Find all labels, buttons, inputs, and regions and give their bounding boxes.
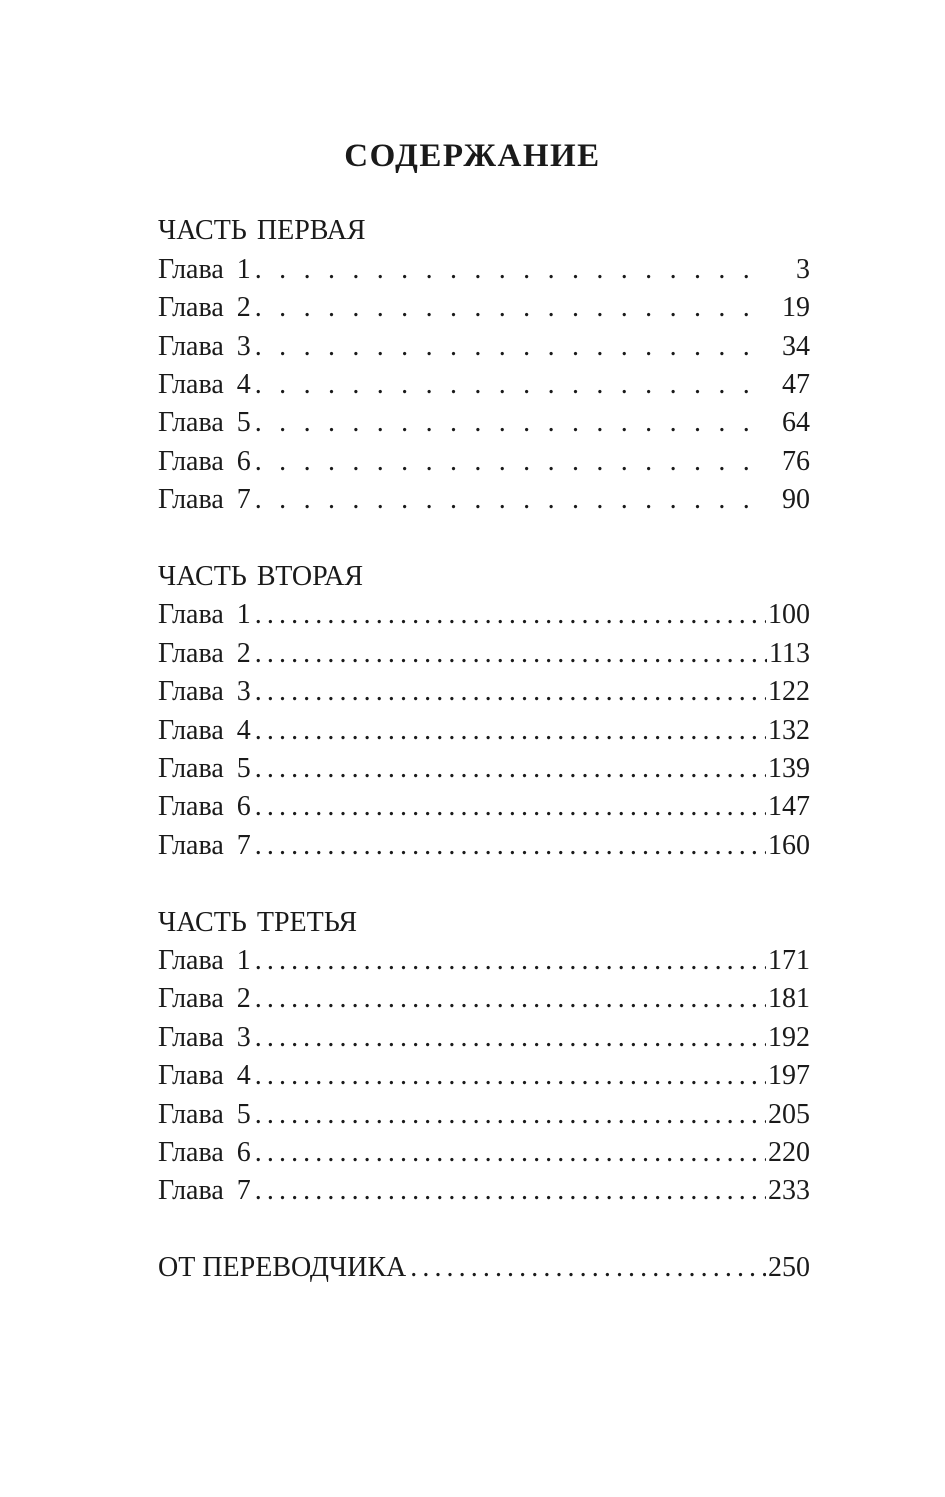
page-number: 132 — [768, 715, 810, 746]
chapter-label: Глава 2 — [158, 638, 251, 669]
toc-entry[interactable] — [158, 637, 810, 671]
toc-entry[interactable] — [158, 790, 810, 824]
toc-entry[interactable] — [158, 1174, 810, 1208]
dot-leader — [255, 944, 766, 978]
page-number: 192 — [768, 1022, 810, 1053]
dot-leader — [255, 1098, 766, 1132]
toc-entry[interactable] — [158, 752, 810, 786]
toc-entry[interactable] — [158, 483, 810, 517]
toc-entry[interactable] — [158, 714, 810, 748]
part-heading-1: ЧАСТЬ ПЕРВАЯ — [158, 215, 366, 246]
page-number: 47 — [782, 369, 810, 400]
page-number: 3 — [796, 254, 810, 285]
chapter-label: Глава 7 — [158, 484, 251, 515]
dot-leader — [255, 829, 766, 863]
part-heading-3: ЧАСТЬ ТРЕТЬЯ — [158, 907, 358, 938]
chapter-label: Глава 1 — [158, 945, 251, 976]
afterword-label: ОТ ПЕРЕВОДЧИКА — [158, 1252, 407, 1283]
chapter-label: Глава 6 — [158, 1137, 251, 1168]
page-number: 250 — [768, 1252, 810, 1283]
page-number: 197 — [768, 1060, 810, 1091]
toc-entry[interactable] — [158, 829, 810, 863]
dot-leader — [410, 1251, 766, 1285]
dot-leader — [255, 368, 764, 402]
dot-leader — [255, 253, 764, 287]
page-number: 64 — [782, 407, 810, 438]
page-number: 90 — [782, 484, 810, 515]
toc-entry[interactable] — [158, 445, 810, 479]
chapter-label: Глава 4 — [158, 715, 251, 746]
chapter-label: Глава 5 — [158, 407, 251, 438]
dot-leader — [255, 445, 764, 479]
chapter-label: Глава 2 — [158, 292, 251, 323]
dot-leader — [255, 1136, 766, 1170]
dot-leader — [255, 330, 764, 364]
toc-entry[interactable] — [158, 253, 810, 287]
page-number: 181 — [768, 983, 810, 1014]
toc-entry[interactable] — [158, 406, 810, 440]
page-title: СОДЕРЖАНИЕ — [344, 138, 601, 174]
chapter-label: Глава 4 — [158, 369, 251, 400]
chapter-label: Глава 7 — [158, 830, 251, 861]
page-number: 220 — [768, 1137, 810, 1168]
toc-entry[interactable] — [158, 291, 810, 325]
page-number: 19 — [782, 292, 810, 323]
chapter-label: Глава 3 — [158, 676, 251, 707]
toc-entry[interactable] — [158, 944, 810, 978]
toc-entry[interactable] — [158, 598, 810, 632]
chapter-label: Глава 1 — [158, 254, 251, 285]
page-number: 34 — [782, 331, 810, 362]
dot-leader — [255, 637, 767, 671]
page-number: 76 — [782, 446, 810, 477]
page-number: 233 — [768, 1175, 810, 1206]
toc-entry[interactable] — [158, 1098, 810, 1132]
toc-entry[interactable] — [158, 330, 810, 364]
toc-entry[interactable] — [158, 1059, 810, 1093]
page-number: 113 — [769, 638, 810, 669]
chapter-label: Глава 5 — [158, 1099, 251, 1130]
dot-leader — [255, 1021, 766, 1055]
dot-leader — [255, 483, 764, 517]
page-number: 205 — [768, 1099, 810, 1130]
dot-leader — [255, 752, 766, 786]
chapter-label: Глава 5 — [158, 753, 251, 784]
chapter-label: Глава 3 — [158, 331, 251, 362]
dot-leader — [255, 982, 766, 1016]
chapter-label: Глава 6 — [158, 791, 251, 822]
chapter-label: Глава 1 — [158, 599, 251, 630]
toc-entry[interactable] — [158, 982, 810, 1016]
chapter-label: Глава 6 — [158, 446, 251, 477]
dot-leader — [255, 1174, 766, 1208]
page-number: 139 — [768, 753, 810, 784]
chapter-label: Глава 7 — [158, 1175, 251, 1206]
chapter-label: Глава 2 — [158, 983, 251, 1014]
chapter-label: Глава 4 — [158, 1060, 251, 1091]
dot-leader — [255, 675, 766, 709]
dot-leader — [255, 291, 764, 325]
page-number: 100 — [768, 599, 810, 630]
page-number: 171 — [768, 945, 810, 976]
toc-entry[interactable] — [158, 368, 810, 402]
page-number: 122 — [768, 676, 810, 707]
dot-leader — [255, 1059, 766, 1093]
chapter-label: Глава 3 — [158, 1022, 251, 1053]
toc-entry-afterword[interactable] — [158, 1251, 810, 1285]
dot-leader — [255, 714, 766, 748]
part-heading-2: ЧАСТЬ ВТОРАЯ — [158, 561, 364, 592]
toc-entry[interactable] — [158, 1136, 810, 1170]
dot-leader — [255, 598, 766, 632]
dot-leader — [255, 406, 764, 440]
dot-leader — [255, 790, 766, 824]
page-number: 147 — [768, 791, 810, 822]
toc-entry[interactable] — [158, 675, 810, 709]
toc-entry[interactable] — [158, 1021, 810, 1055]
page-number: 160 — [768, 830, 810, 861]
